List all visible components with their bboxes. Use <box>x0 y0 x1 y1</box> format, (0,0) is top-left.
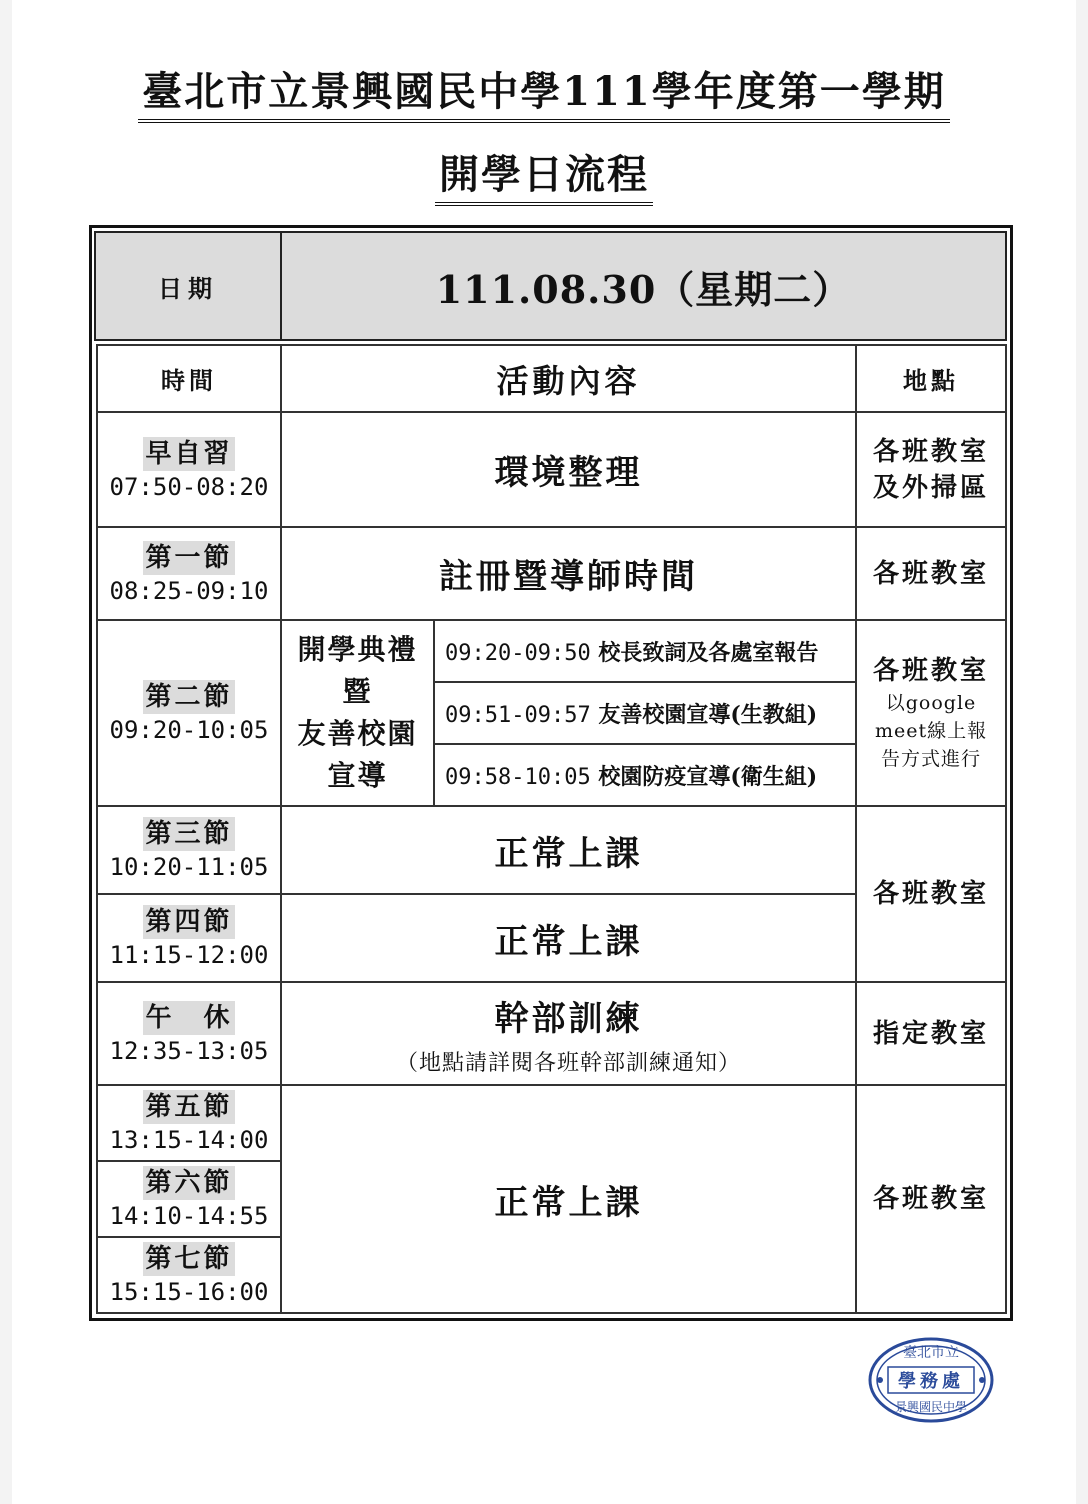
table-row <box>97 982 1006 1085</box>
period-cell <box>97 1085 281 1161</box>
location-cell: 各班教室 <box>856 806 1006 982</box>
office-seal-stamp <box>866 1335 996 1425</box>
location-note-line: 以google <box>885 692 977 714</box>
sub-item-time: 09:58-10:05 <box>445 764 591 790</box>
period-name: 第一節 <box>145 542 233 573</box>
header-time: 時間 <box>97 345 281 412</box>
table-row <box>97 806 1006 894</box>
sub-item <box>434 682 856 744</box>
location-line: 各班教室 <box>873 436 990 467</box>
activity-cell: 正常上課 <box>281 894 856 982</box>
activity-cell <box>281 982 856 1085</box>
period-cell <box>97 982 281 1085</box>
date-table <box>94 231 1007 341</box>
period-cell <box>97 527 281 620</box>
location-cell: 各班教室 <box>856 527 1006 620</box>
table-row <box>97 527 1006 620</box>
location-note-line: meet線上報 <box>874 720 988 742</box>
date-value: 111.08.30（星期二） <box>281 232 1006 340</box>
period-time: 08:25-09:10 <box>109 576 269 605</box>
ceremony-line: 開學典禮 <box>297 633 418 666</box>
table-row <box>97 412 1006 527</box>
table-row <box>97 1085 1006 1161</box>
sub-item-time: 09:51-09:57 <box>445 702 591 728</box>
sub-item-text: 校園防疫宣導(衛生組) <box>598 763 818 790</box>
period-cell <box>97 1237 281 1313</box>
period-name: 早自習 <box>145 438 233 469</box>
period-time: 14:10-14:55 <box>109 1202 269 1230</box>
seal-bottom-text: 景興國民中學 <box>894 1400 968 1414</box>
location-cell <box>856 412 1006 527</box>
header-location: 地點 <box>856 345 1006 412</box>
period-time: 11:15-12:00 <box>109 941 269 969</box>
period-name: 第五節 <box>145 1092 233 1122</box>
activity-title: 幹部訓練 <box>494 998 643 1039</box>
document-title: 臺北市立景興國民中學111學年度第一學期 <box>0 60 1088 123</box>
period-time: 07:50-08:20 <box>109 472 269 501</box>
activity-cell: 環境整理 <box>281 412 856 527</box>
location-note-line: 告方式進行 <box>881 748 982 770</box>
activity-cell: 註冊暨導師時間 <box>281 527 856 620</box>
period-name: 第二節 <box>145 682 233 712</box>
sub-item-text: 校長致詞及各處室報告 <box>598 639 819 666</box>
period-time: 13:15-14:00 <box>109 1126 269 1154</box>
sub-item-time: 09:20-09:50 <box>445 640 591 666</box>
ceremony-line: 友善校園 <box>297 717 418 750</box>
document-subtitle: 開學日流程 <box>0 143 1088 206</box>
activity-cell: 正常上課 <box>281 806 856 894</box>
period-name: 第六節 <box>145 1168 233 1198</box>
location-line: 及外掃區 <box>873 472 990 503</box>
date-label: 日期 <box>95 232 281 340</box>
sub-item <box>434 620 856 682</box>
location-main: 各班教室 <box>873 656 990 686</box>
period-cell <box>97 894 281 982</box>
header-activity: 活動內容 <box>281 345 856 412</box>
period-name: 第三節 <box>145 819 233 849</box>
period-name: 第七節 <box>145 1244 233 1274</box>
seal-middle-text: 學務處 <box>898 1371 964 1392</box>
activity-note: （地點請詳閱各班幹部訓練通知） <box>396 1050 742 1076</box>
location-cell <box>856 620 1006 806</box>
period-cell <box>97 620 281 806</box>
period-time: 12:35-13:05 <box>109 1036 269 1065</box>
period-time: 09:20-10:05 <box>109 716 269 744</box>
period-cell <box>97 806 281 894</box>
schedule-table <box>96 344 1007 1314</box>
location-cell: 指定教室 <box>856 982 1006 1085</box>
ceremony-line: 暨 <box>342 675 373 708</box>
period-name: 午 休 <box>145 1002 233 1033</box>
period-cell <box>97 1161 281 1237</box>
period-name: 第四節 <box>145 907 233 937</box>
table-row <box>97 620 1006 682</box>
period-time: 10:20-11:05 <box>109 853 269 881</box>
ceremony-line: 宣導 <box>327 759 388 792</box>
ceremony-cell <box>281 620 434 806</box>
period-cell <box>97 412 281 527</box>
table-header-row <box>97 345 1006 412</box>
period-time: 15:15-16:00 <box>109 1278 269 1306</box>
activity-cell: 正常上課 <box>281 1085 856 1313</box>
sub-item <box>434 744 856 806</box>
sub-item-text: 友善校園宣導(生教組) <box>598 701 818 728</box>
location-cell: 各班教室 <box>856 1085 1006 1313</box>
seal-top-text: 臺北市立 <box>903 1345 959 1361</box>
